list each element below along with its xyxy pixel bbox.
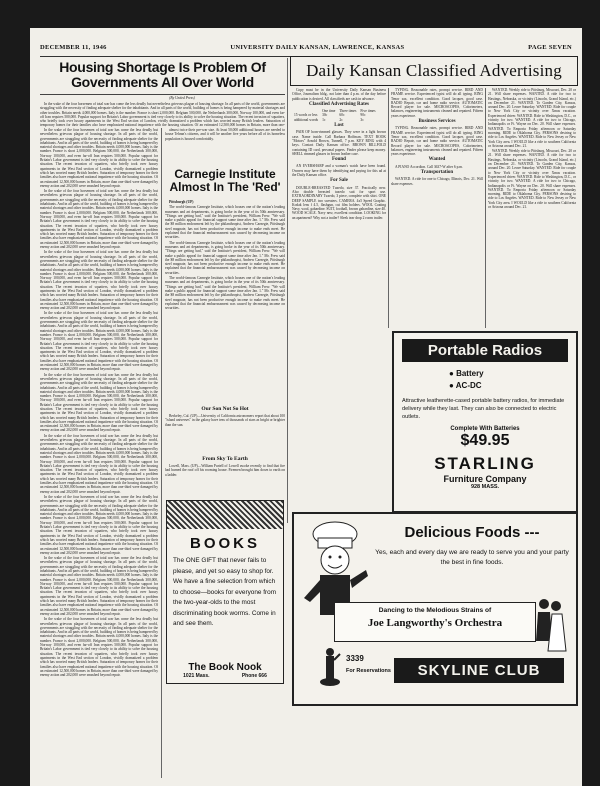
classified-col1 [292, 88, 386, 328]
lost-text: PAIR OF horn-rimmed glasses. They were in a light brown case. Name inside. Call Barbara Hoffman. TEXT BOOK "Motors" Arnold Brown, Tunnell, 7 p.m. KEY RING with 4 keys. Contact Daily Kansan office. BROWN BILLFOLD containing ID card, personal papers. Finder please keep money. SHELL rimmed glasses in brown leather case. [292, 130, 386, 156]
section-lost: Lost [334, 123, 344, 129]
housing-body-text: In the wake of the four horsemen of total war has come the less deadly but nevertheless grievous plague of housing shortage. In all parts of the world, governments are struggling with the necessity of finding adequate shelter for the inhabitants. And in all parts of the world, building of homes is being hampered by material shortages and other troubles. Britain needs 4,000,000 homes. Italy is the number. France is short 2,000,000. Belgium 500,000, the Netherlands 300,000, Norway 100,000, and even far-off Iran requires 500,000. Popular support for Britain's Labor government is tied very closely to its ability to solve the housing situation. The recent invasion of squatters, who briefly took over luxury apartments in the West End section of London, vividly dramatized a problem which has worried many British leaders. Saturation of temporary homes for their families also have emphasized national impatience with the housing situation. Of an estimated 12,500,000 homes in Britain, more than one-third were damaged by enemy action and 202,000 were smashed beyond repair. [40, 128, 158, 188]
housing-headline: Housing Shortage Is Problem Of Governments All Over World [59, 59, 266, 90]
tehran-paragraph: almost twice their pre-war size. At least 50,000 additional houses are needed to house Tehran's citizens, and it will be another five years before all of its homeless population is housed comfortably. [165, 128, 285, 141]
sale-text: DOUBLE-BREASTED Tuxedo, size 37. Practically new. Also double breasted tuxedo suit for sport use. EXTRAORDINARY Tuxedo, 3 piece, complete with shirt. ONE DEEP SAMPLE two sweaters. CAMERA. 4x5 Speed Graphic. Kodak lens f 4.5, flashgun, cut film holders. WOOL Coating Navy, wool, gabardine. SUIT, football, brown gabardine, size 40. WOOD SCALE. Navy new, excellent condition. LOOKING for an apartment? Why not a trailer? Sleek tear drop 2 room trailer. [292, 185, 386, 220]
bullet-icon: ● [449, 369, 457, 378]
books-shop-name: The Book Nook [188, 662, 262, 673]
radios-complete: Complete With Batteries [450, 426, 520, 432]
ride-wanted-text: WANTED. Weekly ride to Pittsburg, Missouri, Dec. 20 or 21. Will share expenses. WANTED. A ride for two to Hastings, Nebraska, or vicinity (Lincoln, Grand Island, etc.) on December 21. WANTED. To Garden City, Kansas, around Dec. 20. Leave Saturday. WANTED. Ride for couple to New York City or vicinity over Xmas vacation. Experienced driver. WANTED. Ride to Washington, D.C., or vicinity for two. WANTED. A ride for two to Chicago, Indianapolis or Ft. Wayne on Dec. 20. Will share expenses. WANTED. To Emporia Friday afternoon or Saturday morning. RIDE to Oklahoma City. PERSONS desiring to ride to Los Angeles. WANTED. Ride to New Jersey or New York City area. I WOULD like a ride to southern California or Arizona around Dec. 21. [488, 88, 576, 148]
housing-lede [40, 102, 285, 128]
header-page: PAGE SEVEN [528, 44, 572, 51]
carnegie-headline-block [165, 168, 285, 194]
header-paper: UNIVERSITY DAILY KANSAN, LAWRENCE, KANSAS [230, 44, 405, 51]
tehran-text [165, 128, 285, 166]
sky-headline: From Sky To Earth [202, 456, 248, 462]
radios-store: STARLING [434, 454, 536, 473]
column-divider-2 [287, 58, 288, 523]
books-footer [167, 662, 283, 679]
section-transportation: Transportation [420, 170, 454, 176]
housing-body-text-5: In the wake of the four horsemen of total war has come the less deadly but nevertheless grievous plague of housing shortage. In all parts of the world, governments are struggling with the necessity of finding adequate shelter for the inhabitants. And in all parts of the world, building of homes is being hampered by material shortages and other troubles. Britain needs 4,000,000 homes. Italy is the number. France is short 2,000,000. Belgium 500,000, the Netherlands 300,000, Norway 100,000, and even far-off Iran requires 500,000. Popular support for Britain's Labor government is tied very closely to its ability to solve the housing situation. The recent invasion of squatters, who briefly took over luxury apartments in the West End section of London, vividly dramatized a problem which has worried many British leaders. Saturation of temporary homes for their families also have emphasized national impatience with the housing situation. Of an estimated 12,500,000 homes in Britain, more than one-third were damaged by enemy action and 202,000 were smashed beyond repair. [40, 372, 158, 433]
carnegie-body [165, 200, 285, 404]
header-date: DECEMBER 11, 1946 [40, 44, 107, 51]
skyline-sub: Yes, each and every day we are ready to serve you and your party the best in fine foods. [375, 549, 569, 566]
orchestra-box [334, 602, 536, 642]
classified-col2 [391, 88, 483, 328]
headline-rule [40, 94, 285, 95]
wanted-text: A PIANO Accordion. Call 3637-W after 6 p.m. [395, 164, 464, 169]
services-text: TYPING. Reasonable rates, prompt service. BIRD AND FRAME service. Experienced typist will do all typing. RING Tenor sax, excellent condition. Good lacquer, good case. RADIO Repair, car and home radio service. AUTOMATIC Record player for sale. MICROSCOPES, Colorimeters, balances, engineering instruments cleaned and repaired. Fifteen years experience. [391, 126, 483, 157]
radios-bullets [449, 368, 576, 392]
carnegie-text-2: The world-famous Carnegie Institute, which houses one of the nation's leading museums and art departments, is going broke in the year of its 50th anniversary. "Things are getting bad," said the Institute's president, William Frew. "We will make a public appeal for financial support some time after Jan. 1." Mr. Frew said the $8 million endowment left by the philanthropist, Andrew Carnegie, Pittsburgh steel magnate, has not been productive enough income to make ends meet. He explained that the financial embarrassment was caused by decreasing income on securities. [165, 240, 285, 275]
classified-divider-1 [388, 88, 389, 328]
housing-body-text-7: In the wake of the four horsemen of total war has come the less deadly but nevertheless grievous plague of housing shortage. In all parts of the world, governments are struggling with the necessity of finding adequate shelter for the inhabitants. And in all parts of the world, building of homes is being hampered by material shortages and other troubles. Britain needs 4,000,000 homes. Italy is the number. France is short 2,000,000. Belgium 500,000, the Netherlands 300,000, Norway 100,000, and even far-off Iran requires 500,000. Popular support for Britain's Labor government is tied very closely to its ability to solve the housing situation. The recent invasion of squatters, who briefly took over luxury apartments in the West End section of London, vividly dramatized a problem which has worried many British leaders. Saturation of temporary homes for their families also have emphasized national impatience with the housing situation. Of an estimated 12,500,000 homes in Britain, more than one-third were damaged by enemy action and 202,000 were smashed beyond repair. [40, 494, 158, 555]
skyline-ad [292, 512, 578, 706]
carnegie-headline: Carnegie Institute Almost In The 'Red' [169, 167, 281, 194]
housing-byline: (By United Press) [169, 96, 195, 100]
son-headline: Our Son Not So Hot [201, 406, 249, 412]
housing-body-text-2: In the wake of the four horsemen of total war has come the less deadly but nevertheless grievous plague of housing shortage. In all parts of the world, governments are struggling with the necessity of finding adequate shelter for the inhabitants. And in all parts of the world, building of homes is being hampered by material shortages and other troubles. Britain needs 4,000,000 homes. Italy is the number. France is short 2,000,000. Belgium 500,000, the Netherlands 300,000, Norway 100,000, and even far-off Iran requires 500,000. Popular support for Britain's Labor government is tied very closely to its ability to solve the housing situation. The recent invasion of squatters, who briefly took over luxury apartments in the West End section of London, vividly dramatized a problem which has worried many British leaders. Saturation of temporary homes for their families also have emphasized national impatience with the housing situation. Of an estimated 12,500,000 homes in Britain, more than one-third were damaged by enemy action and 202,000 were smashed beyond repair. [40, 189, 158, 250]
rates-row: additional words 1c 2c 3c [294, 117, 364, 122]
books-address: 1021 Mass. [183, 673, 210, 679]
classified-intro: Copy must be in the University Daily Kansan Business Office, Journalism bldg., not later than 4 p.m. of the day before publication is desired. All classifieds are cash in advance. [292, 88, 386, 101]
books-contact [167, 673, 283, 679]
radios-price: $49.95 [460, 432, 510, 449]
books-phone: Phone 666 [241, 673, 267, 679]
skyline-club-name: SKYLINE CLUB [394, 658, 564, 683]
services-text-top: TYPING. Reasonable rates, prompt service. BIRD AND FRAME service. Experienced typist will do all typing. RING Tenor sax, excellent condition. Good lacquer, good case. RADIO Repair, car and home radio service. AUTOMATIC Record player for sale. MICROSCOPES, Colorimeters, balances, engineering instruments cleaned and repaired. Fifteen years experience. [391, 88, 483, 118]
found-text: AN EVERSHARP and a woman's watch have been found. Owners may have them by identifying and paying for this ad at the Daily Kansan office. [292, 164, 386, 178]
orchestra-name: Joe Langworthy's Orchestra [367, 617, 503, 629]
section-found: Found [332, 157, 346, 163]
books-title: BOOKS [189, 535, 260, 552]
radios-bullet-acdc: ● AC-DC [449, 381, 482, 390]
column-divider-1 [161, 128, 162, 778]
section-for-sale: For Sale [330, 178, 348, 184]
housing-body-text-9: In the wake of the four horsemen of total war has come the less deadly but nevertheless grievous plague of housing shortage. In all parts of the world, governments are struggling with the necessity of finding adequate shelter for the inhabitants. And in all parts of the world, building of homes is being hampered by material shortages and other troubles. Britain needs 4,000,000 homes. Italy is the number. France is short 2,000,000. Belgium 500,000, the Netherlands 300,000, Norway 100,000, and even far-off Iran requires 500,000. Popular support for Britain's Labor government is tied very closely to its ability to solve the housing situation. The recent invasion of squatters, who briefly took over luxury apartments in the West End section of London, vividly dramatized a problem which has worried many British leaders. Saturation of temporary homes for their families also have emphasized national impatience with the housing situation. Of an estimated 12,500,000 homes in Britain, more than one-third were damaged by enemy action and 202,000 were smashed beyond repair. [40, 617, 158, 678]
housing-lede-text: In the wake of the four horsemen of total war has come the less deadly but nevertheless grievous plague of housing shortage. In all parts of the world, governments are struggling with the necessity of finding adequate shelter for the inhabitants. And in all parts of the world, building of homes is being hampered by material shortages and other troubles. Britain needs 4,000,000 homes. Italy is the number. France is short 2,000,000. Belgium 500,000, the Netherlands 300,000, Norway 100,000, and even far-off Iran requires 500,000. Popular support for Britain's Labor government is tied very closely to its ability to solve the housing situation. The recent invasion of squatters, who briefly took over luxury apartments in the West End section of London, vividly dramatized a problem which has worried many British leaders. Saturation of temporary homes for their families also have emphasized national impatience with the housing situation. Of an estimated 12,500,000 homes in Britain, more than one- [40, 102, 285, 128]
ride-wanted-text-2: WANTED. Weekly ride to Pittsburg, Missouri, Dec. 20 or 21. Will share expenses. WANTED. A ride for two to Hastings, Nebraska, or vicinity (Lincoln, Grand Island, etc.) on December 21. WANTED. To Garden City, Kansas, around Dec. 20. Leave Saturday. WANTED. Ride for couple to New York City or vicinity over Xmas vacation. Experienced driver. WANTED. Ride to Washington, D.C., or vicinity for two. WANTED. A ride for two to Chicago, Indianapolis or Ft. Wayne on Dec. 20. Will share expenses. WANTED. To Emporia Friday afternoon or Saturday morning. RIDE to Oklahoma City. PERSONS desiring to ride to Los Angeles. WANTED. Ride to New Jersey or New York City area. I WOULD like a ride to southern California or Arizona around Dec. 21. [488, 149, 576, 210]
radios-store2: Furniture Company [443, 474, 527, 484]
classified-title: Daily Kansan Classified Advertising [290, 56, 578, 86]
radios-address: 928 MASS. [470, 484, 500, 490]
carnegie-text: The world-famous Carnegie Institute, which houses one of the nation's leading museums and art departments, is going broke in the year of its 50th anniversary. "Things are getting bad," said the Institute's president, William Frew. "We will make a public appeal for financial support some time after Jan. 1." Mr. Frew said the $8 million endowment left by the philanthropist, Andrew Carnegie, Pittsburgh steel magnate, has not been productive enough income to make ends meet. He explained that the financial embarrassment was caused by decreasing income on securities. [165, 205, 285, 240]
books-ad-border-pattern [167, 501, 283, 529]
sky-body [165, 464, 285, 494]
housing-headline-block [40, 60, 285, 90]
skyline-reservations: For Reservations [346, 668, 391, 674]
housing-body-text-3: In the wake of the four horsemen of total war has come the less deadly but nevertheless grievous plague of housing shortage. In all parts of the world, governments are struggling with the necessity of finding adequate shelter for the inhabitants. And in all parts of the world, building of homes is being hampered by material shortages and other troubles. Britain needs 4,000,000 homes. Italy is the number. France is short 2,000,000. Belgium 500,000, the Netherlands 300,000, Norway 100,000, and even far-off Iran requires 500,000. Popular support for Britain's Labor government is tied very closely to its ability to solve the housing situation. The recent invasion of squatters, who briefly took over luxury apartments in the West End section of London, vividly dramatized a problem which has worried many British leaders. Saturation of temporary homes for their families also have emphasized national impatience with the housing situation. Of an estimated 12,500,000 homes in Britain, more than one-third were damaged by enemy action and 202,000 were smashed beyond repair. [40, 250, 158, 311]
housing-body-text-4: In the wake of the four horsemen of total war has come the less deadly but nevertheless grievous plague of housing shortage. In all parts of the world, governments are struggling with the necessity of finding adequate shelter for the inhabitants. And in all parts of the world, building of homes is being hampered by material shortages and other troubles. Britain needs 4,000,000 homes. Italy is the number. France is short 2,000,000. Belgium 500,000, the Netherlands 300,000, Norway 100,000, and even far-off Iran requires 500,000. Popular support for Britain's Labor government is tied very closely to its ability to solve the housing situation. The recent invasion of squatters, who briefly took over luxury apartments in the West End section of London, vividly dramatized a problem which has worried many British leaders. Saturation of temporary homes for their families also have emphasized national impatience with the housing situation. Of an estimated 12,500,000 homes in Britain, more than one-third were damaged by enemy action and 202,000 were smashed beyond repair. [40, 311, 158, 372]
bullet-icon: ● [449, 381, 456, 390]
rates-title: Classified Advertising Rates [309, 101, 369, 107]
rates-table [292, 109, 378, 122]
books-ad [166, 500, 284, 684]
classified-col3 [488, 88, 576, 328]
newspaper-page [30, 28, 582, 786]
radios-title: Portable Radios [402, 339, 568, 362]
radios-ad [392, 331, 578, 513]
housing-body-text-6: In the wake of the four horsemen of total war has come the less deadly but nevertheless grievous plague of housing shortage. In all parts of the world, governments are struggling with the necessity of finding adequate shelter for the inhabitants. And in all parts of the world, building of homes is being hampered by material shortages and other troubles. Britain needs 4,000,000 homes. Italy is the number. France is short 2,000,000. Belgium 500,000, the Netherlands 300,000, Norway 100,000, and even far-off Iran requires 500,000. Popular support for Britain's Labor government is tied very closely to its ability to solve the housing situation. The recent invasion of squatters, who briefly took over luxury apartments in the West End section of London, vividly dramatized a problem which has worried many British leaders. Saturation of temporary homes for their families also have emphasized national impatience with the housing situation. Of an estimated 12,500,000 homes in Britain, more than one-third were damaged by enemy action and 202,000 were smashed beyond repair. [40, 433, 158, 494]
books-body: The ONE GIFT that never fails to please, and yet so easy to shop for. We have a fine selection from which to choose—books for everyone from the two-year-olds to the most discriminating book worms. Come in and see them. [173, 557, 277, 627]
telephone-icon [318, 646, 342, 688]
housing-body-col1 [40, 128, 158, 696]
son-text: Berkeley, Cal. (UP)—University of California astronomers report that about 100 "island universes" in the galaxy have tens of thousands of stars as bright or brighter than the sun. [165, 414, 285, 427]
skyline-headline: Delicious Foods --- [404, 524, 540, 541]
son-body [165, 414, 285, 454]
dancing-text: Dancing to the Melodious Strains of [378, 607, 492, 614]
transport-text: WANTED. A ride for one to Chicago, Illinois, Dec. 21. Will share expenses. [391, 177, 483, 186]
section-business-services: Business Services [418, 119, 456, 125]
housing-body-text-8: In the wake of the four horsemen of total war has come the less deadly but nevertheless grievous plague of housing shortage. In all parts of the world, governments are struggling with the necessity of finding adequate shelter for the inhabitants. And in all parts of the world, building of homes is being hampered by material shortages and other troubles. Britain needs 4,000,000 homes. Italy is the number. France is short 2,000,000. Belgium 500,000, the Netherlands 300,000, Norway 100,000, and even far-off Iran requires 500,000. Popular support for Britain's Labor government is tied very closely to its ability to solve the housing situation. The recent invasion of squatters, who briefly took over luxury apartments in the West End section of London, vividly dramatized a problem which has worried many British leaders. Saturation of temporary homes for their families also have emphasized national impatience with the housing situation. Of an estimated 12,500,000 homes in Britain, more than one-third were damaged by enemy action and 202,000 were smashed beyond repair. [40, 556, 158, 616]
carnegie-text-3: The world-famous Carnegie Institute, which houses one of the nation's leading museums and art departments, is going broke in the year of its 50th anniversary. "Things are getting bad," said the Institute's president, William Frew. "We will make a public appeal for financial support some time after Jan. 1." Mr. Frew said the $8 million endowment left by the philanthropist, Andrew Carnegie, Pittsburgh steel magnate, has not been productive enough income to make ends meet. He explained that the financial embarrassment was caused by decreasing income on securities. [165, 276, 285, 311]
sky-text: Lowell, Mass. (UP)—William Purtell of Lowell awoke recently to find that fire had burned the roof off his rooming house. Firemen brought him down to earth on a ladder. [165, 464, 285, 477]
rates-header-row: One time Three times Five times [322, 109, 376, 114]
skyline-phone: 3339 [346, 654, 364, 663]
radios-bullet-battery: ● Battery [449, 369, 484, 378]
classified-divider-2 [485, 88, 486, 328]
section-wanted: Wanted [428, 157, 446, 163]
dancers-icon [530, 596, 570, 656]
rates-row: 15 words or less 30c 60c 90c [294, 113, 366, 118]
carnegie-dateline: Pittsburgh (UP) [169, 200, 194, 204]
radios-desc: Attractive leatherette-cased portable battery radios, for immediate delivery while they last. They can also be connected to electric outlets. [402, 398, 565, 420]
